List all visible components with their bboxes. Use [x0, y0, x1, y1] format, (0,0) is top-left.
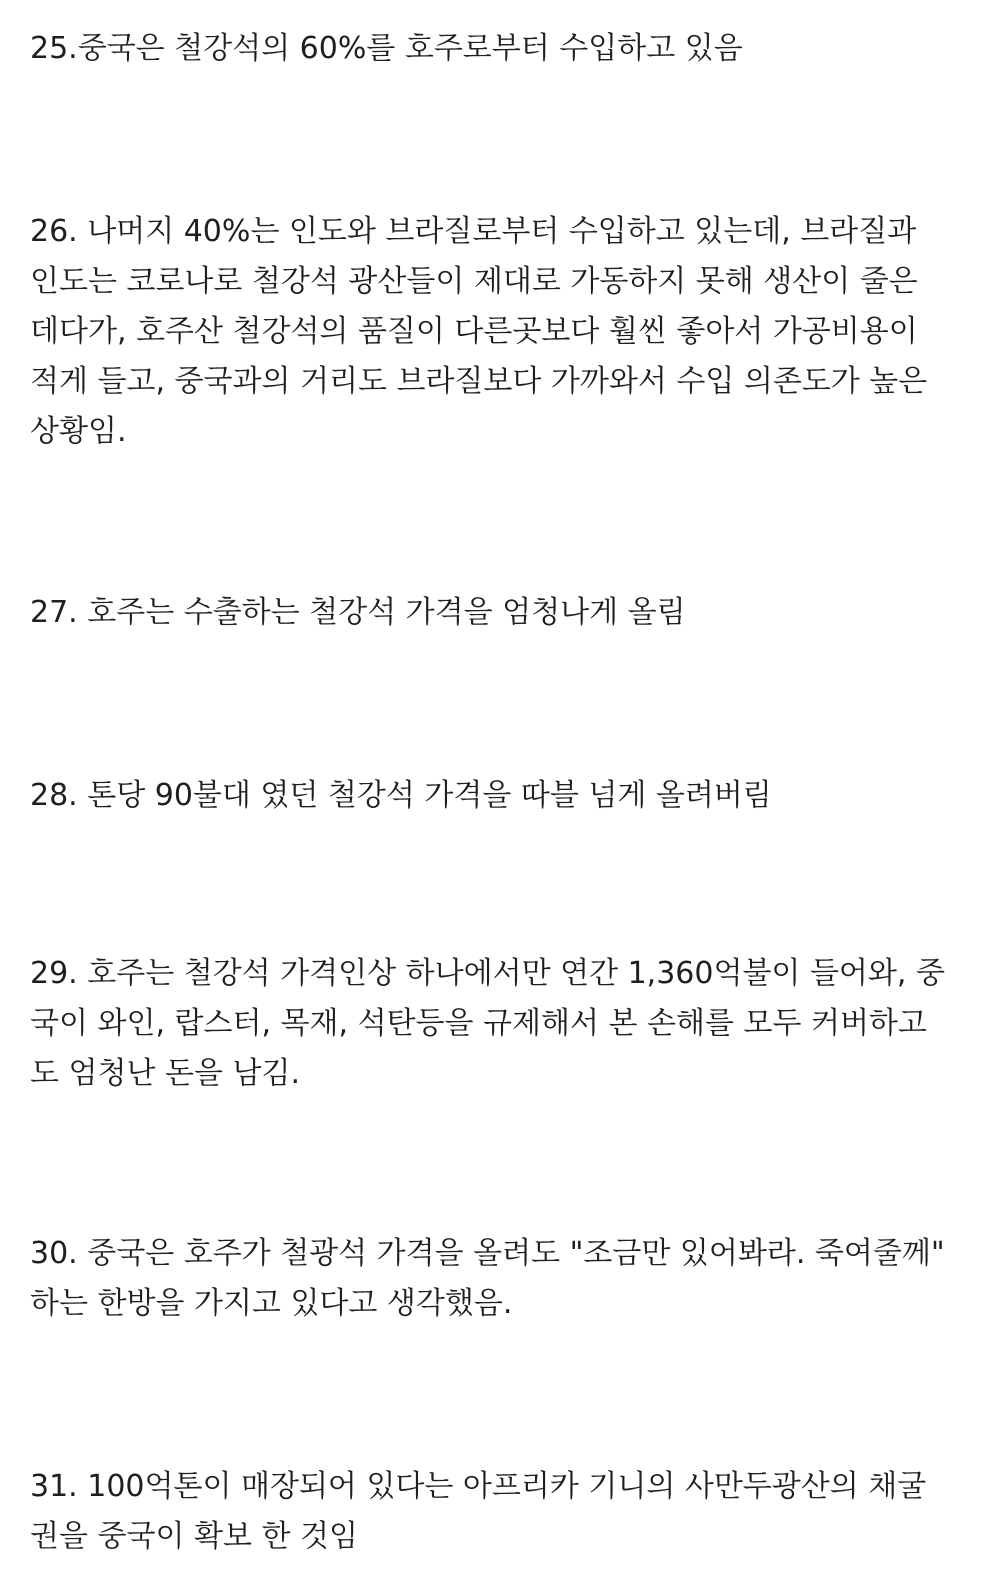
paragraph-line: 상황임.: [30, 414, 127, 449]
paragraph-26: [30, 207, 970, 457]
paragraph-line: 28. 톤당 90불대 였던 철강석 가격을 따블 넘게 올려버림: [30, 778, 772, 813]
paragraph-25: [30, 24, 970, 74]
paragraph-31: [30, 1462, 970, 1562]
paragraph-line: 29. 호주는 철강석 가격인상 하나에서만 연간 1,360억불이 들어와, 중: [30, 956, 945, 991]
paragraph-28: [30, 771, 970, 821]
paragraph-29: [30, 949, 970, 1099]
paragraph-line: 데다가, 호주산 철강석의 품질이 다른곳보다 훨씬 좋아서 가공비용이: [30, 314, 918, 349]
paragraph-line: 도 엄청난 돈을 남김.: [30, 1056, 300, 1091]
paragraph-line: 30. 중국은 호주가 철광석 가격을 올려도 "조금만 있어봐라. 죽여줄께": [30, 1236, 945, 1271]
paragraph-line: 국이 와인, 랍스터, 목재, 석탄등을 규제해서 본 손해를 모두 커버하고: [30, 1006, 927, 1041]
paragraph-line: 31. 100억톤이 매장되어 있다는 아프리카 기니의 사만두광산의 채굴: [30, 1469, 927, 1504]
paragraph-line: 적게 들고, 중국과의 거리도 브라질보다 가까와서 수입 의존도가 높은: [30, 364, 928, 399]
paragraph-30: [30, 1229, 970, 1329]
paragraph-line: 인도는 코로나로 철강석 광산들이 제대로 가동하지 못해 생산이 줄은: [30, 264, 918, 299]
paragraph-line: 27. 호주는 수출하는 철강석 가격을 엄청나게 올림: [30, 595, 686, 630]
paragraph-line: 25.중국은 철강석의 60%를 호주로부터 수입하고 있음: [30, 31, 743, 66]
paragraph-line: 권을 중국이 확보 한 것임: [30, 1519, 358, 1554]
paragraph-27: [30, 588, 970, 638]
paragraph-line: 26. 나머지 40%는 인도와 브라질로부터 수입하고 있는데, 브라질과: [30, 214, 917, 249]
paragraph-line: 하는 한방을 가지고 있다고 생각했음.: [30, 1286, 513, 1321]
